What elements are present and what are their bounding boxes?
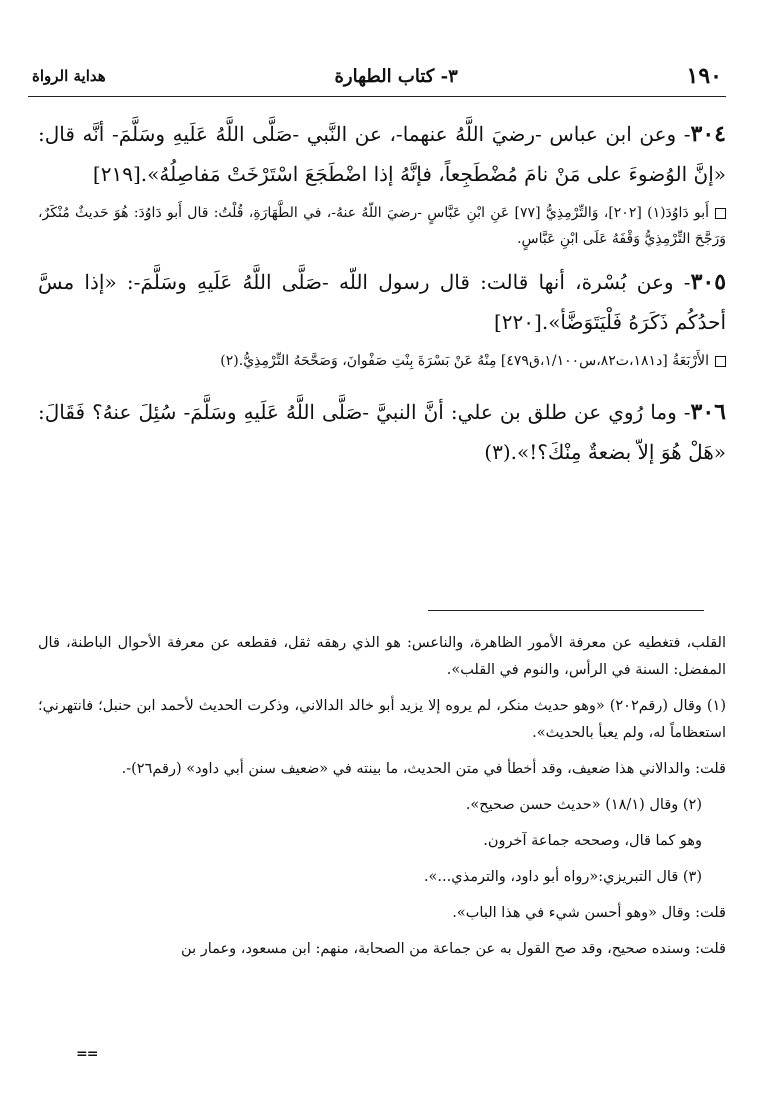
page-header (28, 56, 726, 97)
hadith-reference-304 (38, 200, 726, 252)
main-text (38, 110, 726, 472)
chapter-title: ٣- كتاب الطهارة (334, 65, 458, 87)
hadith-text: - وما رُوي عن طلق بن علي: أنَّ النبيَّ -صَلَّى اللَّهُ عَلَيهِ وسَلَّمَ- سُئِلَ عنهُ؟ فَقَالَ: «هَلْ هُوَ إلاّ بضعةٌ مِنْكَ؟!».(٣) (38, 400, 726, 464)
footnote-paragraph: (١) وقال (رقم٢٠٢) «وهو حديث منكر، لم يروه إلا يزيد أبو خالد الدالاني، وذكرت الحديث لأحمد ابن حنبل؛ فانتهرني؛ استعظاماً له، ولم يعبأ بالحديث». (38, 698, 726, 741)
footnotes (38, 630, 726, 972)
footnote-paragraph: (٣) قال التبريزي:«رواه أبو داود، والترمذي...». (423, 869, 702, 885)
square-bullet-icon (715, 208, 726, 219)
footnote-divider (428, 610, 704, 611)
hadith-number: ٣٠٤ (690, 121, 726, 147)
footnote-paragraph: قلت: وسنده صحيح، وقد صح القول به عن جماعة من الصحابة، منهم: ابن مسعود، وعمار بن (181, 941, 726, 957)
reference-text: أَبو دَاوُدَ(١) [٢٠٢]، وَالتِّرْمِذِيُّ [٧٧] عَنِ ابْنِ عَبَّاسٍ -رضيَ اللّهُ عنهُ-، في الطَّهَارَةِ، قُلْتُ: قال أَبو دَاوُدَ: هُوَ حَديثٌ مُنْكَرٌ، وَرَجَّحَ التِّرْمِذِيُّ وَقْفَهُ عَلَى ابْنِ عَبَّاسٍ. (38, 205, 726, 247)
reference-text: الأَرْبَعَةُ [د١٨١،ت٨٢،س١/١٠٠،ق٤٧٩] مِنْهُ عَنْ بَسْرَةَ بِنْتِ صَفْوانَ، وَصَحَّحَهُ التِّرْمِذِيُّ.(٢) (220, 353, 709, 369)
hadith-reference-305 (38, 348, 726, 374)
hadith-entry-305 (38, 262, 726, 342)
page-number: ١٩٠ (686, 63, 722, 89)
hadith-entry-304 (38, 114, 726, 194)
hadith-number: ٣٠٥ (690, 269, 727, 295)
hadith-text: - وعن بُسْرة، أنها قالت: قال رسول اللّه -صَلَّى اللَّهُ عَلَيهِ وسَلَّمَ-: «إذا مسَّ أحدُكُم ذَكَرَهُ فَلْيَتَوَضَّأ».[٢٢٠] (38, 270, 726, 334)
footnote-paragraph: (٢) وقال (١٨/١) «حديث حسن صحيح». (465, 797, 702, 813)
hadith-number: ٣٠٦ (690, 399, 726, 425)
hadith-text: - وعن ابن عباس -رضيَ اللَّهُ عنهما-، عن النَّبي -صَلَّى اللَّهُ عَلَيهِ وسَلَّمَ- أنَّه قال: «إنَّ الوُضوءَ على مَنْ نامَ مُضْطَجِعاً، فإنَّهُ إذا اضْطَجَعَ اسْتَرْخَتْ مَفاصِلُهُ».[٢١٩] (38, 122, 726, 186)
footnote-paragraph: قلت: والدالاني هذا ضعيف، وقد أخطأ في متن الحديث، ما بينته في «ضعيف سنن أبي داود» (رقم٢٦)-. (121, 761, 726, 777)
square-bullet-icon (715, 356, 726, 367)
footnote-paragraph: وهو كما قال، وصححه جماعة آخرون. (483, 833, 702, 849)
footnote-paragraph: القلب، فتغطيه عن معرفة الأمور الظاهرة، والناعس: هو الذي رهقه ثقل، فقطعه عن معرفة الأحوال الباطنة، قال المفضل: السنة في الرأس، والنوم في القلب». (38, 635, 726, 678)
continuation-mark: == (76, 1046, 98, 1062)
hadith-entry-306 (38, 392, 726, 472)
footnote-paragraph: قلت: وقال «وهو أحسن شيء في هذا الباب». (452, 905, 726, 921)
book-title: هداية الرواة (32, 67, 106, 85)
